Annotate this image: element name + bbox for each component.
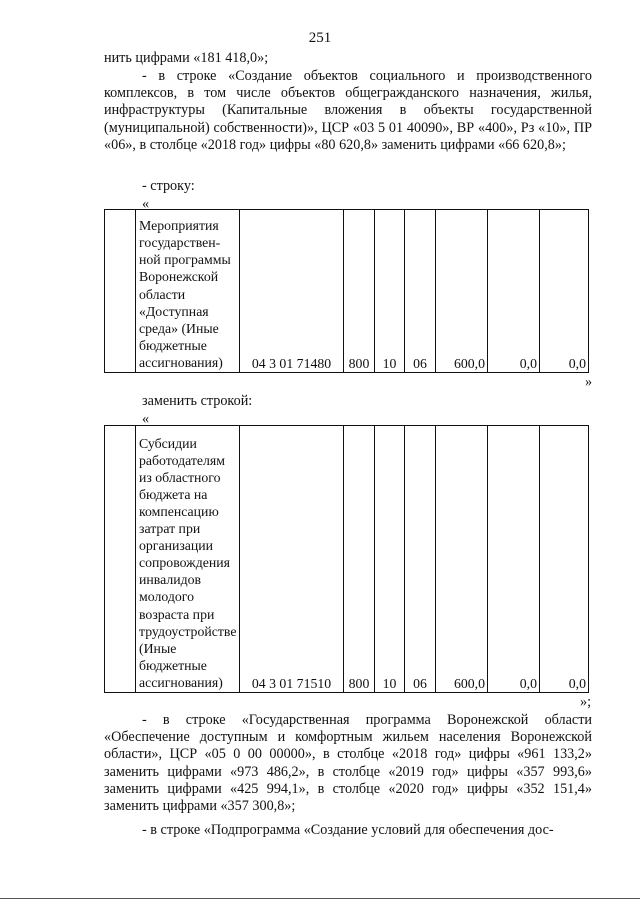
paragraph-amendment-subprogram: - в строке «Подпрограмма «Создание условий для обеспечения дос- — [142, 822, 554, 838]
row-vr: 800 — [344, 210, 375, 373]
page-number: 251 — [308, 30, 332, 46]
row-rz: 10 — [375, 426, 405, 693]
table-cell-empty — [105, 210, 136, 373]
row-value-2018: 600,0 — [436, 426, 488, 693]
row-pr: 06 — [405, 210, 436, 373]
row-csr: 04 3 01 71480 — [240, 210, 344, 373]
page-bottom-rule — [0, 898, 640, 899]
table-cell-empty — [105, 426, 136, 693]
row-value-2018: 600,0 — [436, 210, 488, 373]
paragraph-replace-row: - строку: — [142, 178, 195, 194]
open-quote: « — [142, 411, 150, 427]
row-value-2019: 0,0 — [488, 426, 540, 693]
table-row — [105, 426, 589, 693]
row-value-2020: 0,0 — [540, 210, 589, 373]
row-rz: 10 — [375, 210, 405, 373]
row-vr: 800 — [344, 426, 375, 693]
close-quote: » — [585, 374, 593, 390]
close-quote: »; — [580, 694, 592, 710]
row-pr: 06 — [405, 426, 436, 693]
open-quote: « — [142, 196, 150, 212]
paragraph-continuation: нить цифрами «181 418,0»; — [104, 50, 269, 66]
paragraph-amendment-housing-program: - в строке «Государственная программа Воронежской области «Обеспечение доступным и комфортным жильем населения Воронежской области», ЦСР «05 0 00 00000», в столбце «2018 год» цифры «961 133,2» заменить цифрами «973 486,2», в столбце «2019 год» цифры «357 993,6» заменить цифрами «425 994,1», в столбце «2020 год» цифры «352 151,4» заменить цифрами «357 300,8»; — [104, 712, 592, 815]
budget-table-original — [104, 209, 589, 373]
paragraph-amendment-capital-investment: - в строке «Создание объектов социального и производственного комплексов, в том числе объектов общегражданского назначения, жилья, инфраструктуры (Капитальные вложения в объекты государственной (муниципальной) собственности)», ЦСР «03 5 01 40090», ВР «400», Рз «10», ПР «06», в столбце «2018 год» цифры «80 620,8» заменить цифрами «66 620,8»; — [104, 68, 592, 153]
paragraph-replace-with: заменить строкой: — [142, 393, 253, 409]
row-csr: 04 3 01 71510 — [240, 426, 344, 693]
row-description: Субсидии работодателям из областного бюджета на компенсацию затрат при организации сопровождения инвалидов молодого возраста при трудоустройстве (Иные бюджетные ассигнования) — [136, 426, 240, 693]
budget-table-replacement — [104, 425, 589, 693]
table-row — [105, 210, 589, 373]
row-value-2020: 0,0 — [540, 426, 589, 693]
row-value-2019: 0,0 — [488, 210, 540, 373]
row-description: Мероприятия государствен-ной программы Воронежской области «Доступная среда» (Иные бюджетные ассигнования) — [136, 210, 240, 373]
